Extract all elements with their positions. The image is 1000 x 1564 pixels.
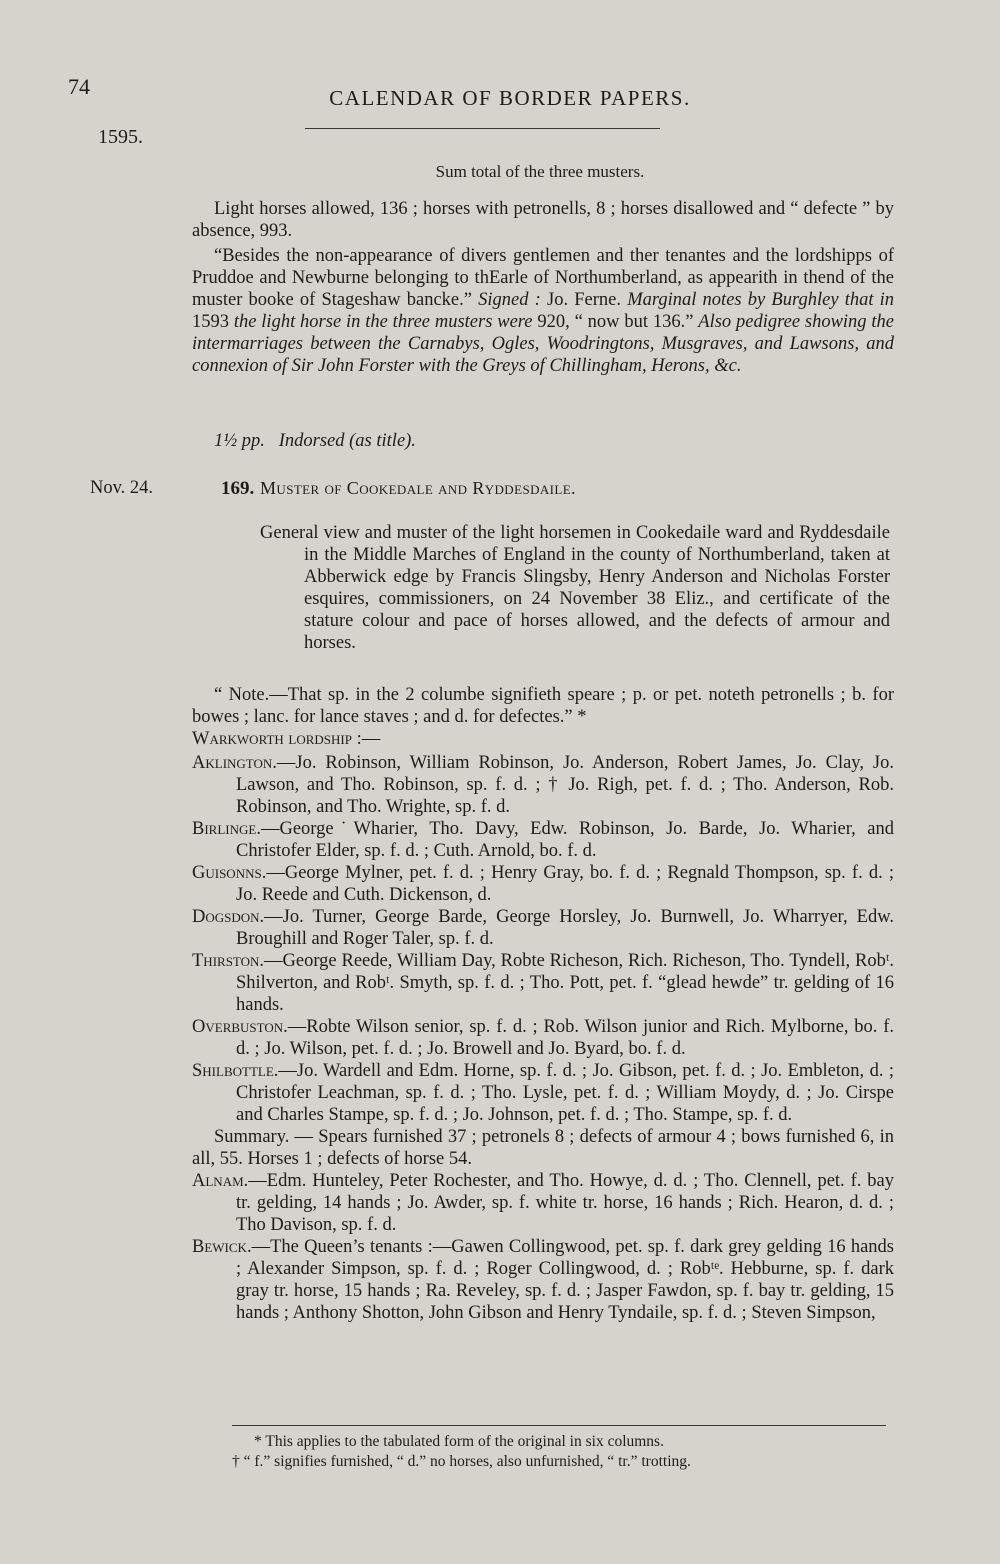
place-text: —Jo. Turner, George Barde, George Horsley, Jo. Burnwell, Jo. Wharryer, Edw. Broughill and Roger Taler, sp. f. d. <box>236 907 894 949</box>
footnote-dagger: † “ f.” signifies furnished, “ d.” no horses, also unfurnished, “ tr.” trotting. <box>232 1453 691 1470</box>
place-entry <box>192 862 894 906</box>
place-entry <box>192 950 894 1016</box>
footnote-asterisk: * This applies to the tabulated form of the original in six columns. <box>254 1433 664 1450</box>
place-name: Thirston. <box>192 951 265 971</box>
place-name: Guisonns. <box>192 863 267 883</box>
place-text: —The Queen’s tenants :—Gawen Collingwood, pet. sp. f. dark grey gelding 16 hands ; Alexander Simpson, sp. f. d. ; Roger Collingwood, d. ; Robᵗᵉ. Hebburne, sp. f. dark gray tr. horse, 15 hands ; Ra. Reveley, sp. f. d. ; Jasper Fawdon, sp. f. bay tr. gelding, 15 hands ; Anthony Shotton, John Gibson and Henry Tyndaile, sp. f. d. ; Steven Simpson, <box>236 1237 894 1323</box>
place-text: —Jo. Wardell and Edm. Horne, sp. f. d. ; Jo. Gibson, pet. f. d. ; Jo. Embleton, d. ; Christofer Leachman, sp. f. d. ; Tho. Lysle, pet. f. d. ; William Moydy, d. ; Jo. Cirspe and Charles Stampe, sp. f. d. ; Jo. Johnson, pet. f. d. ; Tho. Stampe, sp. f. d. <box>236 1061 894 1125</box>
pages-line <box>192 430 894 452</box>
entry-number: 169. <box>221 478 255 499</box>
marginal-number: 920, “ now but 136.” <box>537 312 694 332</box>
besides-quote: “Besides the non-appearance of divers gentlemen and ther tenantes and the lordshipps of Pruddoe and Newburne belonging to thEarle of Northumberland, as appearith in thend of the muster booke of Stageshaw bancke.” <box>192 246 894 310</box>
header-rule <box>305 128 660 129</box>
signed-name: Jo. Ferne. <box>547 290 622 310</box>
summary-line: Summary. — Spears furnished 37 ; petronels 8 ; defects of armour 4 ; bows furnished 6, in all, 55. Horses 1 ; defects of horse 54. <box>192 1127 894 1169</box>
place-text: —George Mylner, pet. f. d. ; Henry Gray, bo. f. d. ; Regnald Thompson, sp. f. d. ; Jo. Reede and Cuth. Dickenson, d. <box>236 863 894 905</box>
place-text: —Jo. Robinson, William Robinson, Jo. Anderson, Robert James, Jo. Clay, Jo. Lawson, and Tho. Robinson, sp. f. d. ; † Jo. Righ, pet. f. d. ; Tho. Anderson, Rob. Robinson, and Tho. Wrighte, sp. f. d. <box>236 753 894 817</box>
place-name: Birlinge. <box>192 819 261 839</box>
place-entry <box>192 752 894 818</box>
place-name: Aklington. <box>192 753 277 773</box>
besides-paragraph <box>192 245 894 377</box>
entry-date: Nov. 24. <box>90 478 154 498</box>
marginal-note-a: Marginal notes by Burghley that in <box>627 290 895 310</box>
entry-title: Muster of Cookedale and Ryddesdaile. <box>260 478 576 498</box>
running-head: CALENDAR OF BORDER PAPERS. <box>329 86 691 110</box>
year-margin: 1595. <box>98 126 143 148</box>
place-entry <box>192 1170 894 1236</box>
indorsed-note: Indorsed (as title). <box>278 431 416 451</box>
lordship-heading: Warkworth lordship :— <box>192 729 381 749</box>
place-name: Overbuston. <box>192 1017 288 1037</box>
place-name: Bewick. <box>192 1237 252 1257</box>
place-text: —George˙Wharier, Tho. Davy, Edw. Robinson, Jo. Barde, Jo. Wharier, and Christofer Elder, sp. f. d. ; Cuth. Arnold, bo. f. d. <box>236 819 894 861</box>
place-name: Dogsdon. <box>192 907 265 927</box>
footnote-rule <box>232 1425 886 1426</box>
place-name: Alnam. <box>192 1171 249 1191</box>
sum-heading: Sum total of the three musters. <box>435 162 645 181</box>
place-name: Shilbottle. <box>192 1061 279 1081</box>
place-text: —Edm. Hunteley, Peter Rochester, and Tho. Howye, d. d. ; Tho. Clennell, pet. f. bay tr. gelding, 14 hands ; Jo. Awder, sp. f. white tr. horse, 16 hands ; Rich. Hearon, d. d. ; Tho Davison, sp. f. d. <box>236 1171 894 1235</box>
pedigree-note: Also pedigree showing the intermarriages between the Carnabys, Ogles, Woodringtons, Musgraves, and Lawsons, and connexion of Sir John Forster with the Greys of Chillingham, Herons, &c. <box>192 312 894 376</box>
sum-line: Light horses allowed, 136 ; horses with petronells, 8 ; horses disallowed and “ defecte ” by absence, 993. <box>192 199 894 241</box>
place-entry <box>192 906 894 950</box>
place-entry <box>192 818 894 862</box>
page-number: 74 <box>68 74 90 99</box>
place-entry <box>192 1060 894 1126</box>
entry-intro: General view and muster of the light horsemen in Cookedaile ward and Ryddesdaile in the Middle Marches of England in the county of Northumberland, taken at Abberwick edge by Francis Slingsby, Henry Anderson and Nicholas Forster esquires, commissioners, on 24 November 38 Eliz., and certificate of the stature colour and pace of horses allowed, and the defects of armour and horses. <box>260 523 890 653</box>
marginal-note-b: the light horse in the three musters were <box>233 312 533 332</box>
place-text: —Robte Wilson senior, sp. f. d. ; Rob. Wilson junior and Rich. Mylborne, bo. f. d. ; Jo. Wilson, pet. f. d. ; Jo. Browell and Jo. Byard, bo. f. d. <box>236 1017 894 1059</box>
marginal-year: 1593 <box>192 312 229 332</box>
place-entry <box>192 1236 894 1324</box>
place-list <box>192 752 894 1324</box>
place-text: —George Reede, William Day, Robte Richeson, Rich. Richeson, Tho. Tyndell, Robᵗ. Shilverton, and Robᵗ. Smyth, sp. f. d. ; Tho. Pott, pet. f. “glead hewde” tr. gelding of 16 hands. <box>236 951 894 1015</box>
signed-label: Signed : <box>478 290 541 310</box>
entry-note: “ Note.—That sp. in the 2 columbe signifieth speare ; p. or pet. noteth petronells ; b. for bowes ; lanc. for lance staves ; and d. for defectes.” * <box>192 685 894 727</box>
place-entry <box>192 1016 894 1060</box>
pages-note: 1½ pp. <box>214 431 265 451</box>
